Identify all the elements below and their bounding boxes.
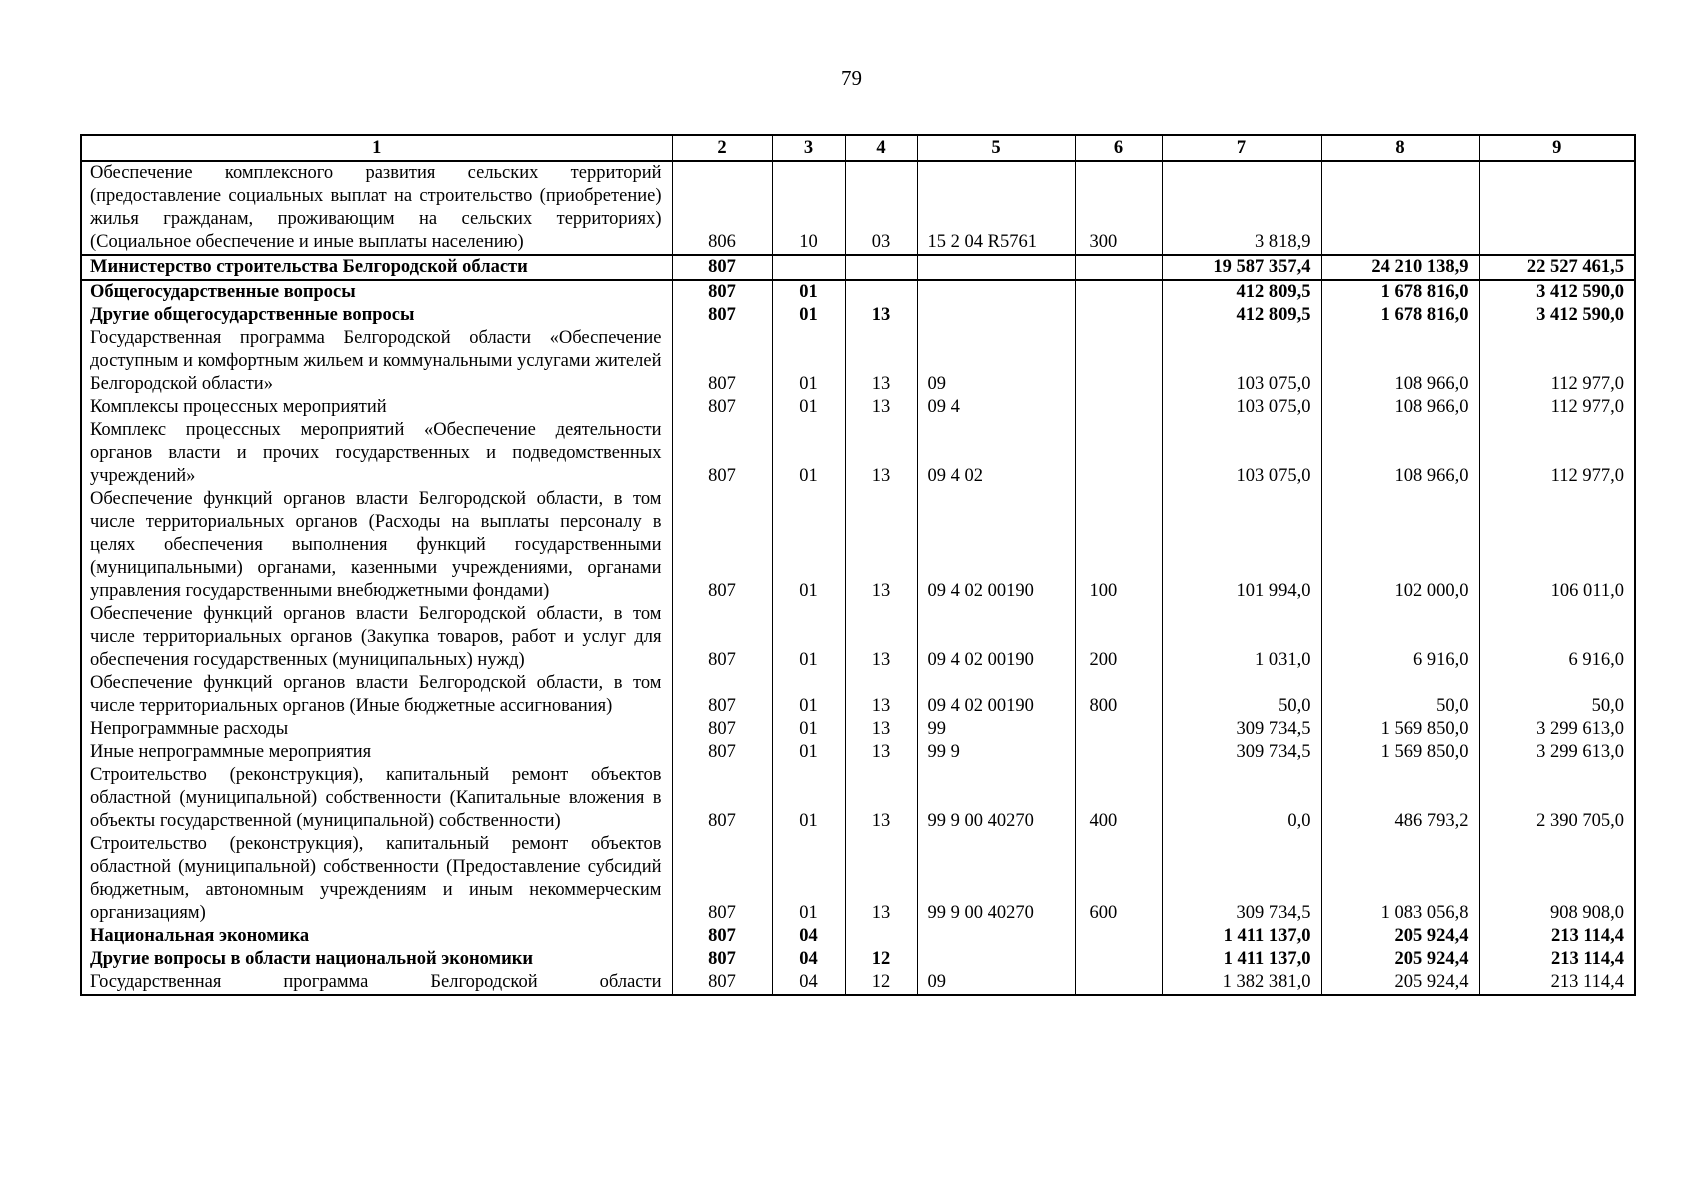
- row-name-cell: Обеспечение функций органов власти Белгородской области, в том числе территориальных органов (Расходы на выплаты персоналу в целях обеспечения выполнения функций государственными (муниципальными) органами, казенными учреждениями, органами управления государственными внебюджетными фондами): [81, 488, 672, 603]
- row-code-cell: 807: [672, 419, 772, 488]
- row-value-col9-cell: 112 977,0: [1479, 396, 1635, 419]
- row-expense-type-cell: [1075, 327, 1162, 396]
- row-subsection-cell: 13: [845, 833, 917, 925]
- row-value-col7-cell: 412 809,5: [1162, 280, 1321, 304]
- row-target-article-cell: 09 4: [917, 396, 1075, 419]
- row-subsection-cell: 13: [845, 327, 917, 396]
- row-name-cell: Строительство (реконструкция), капитальный ремонт объектов областной (муниципальной) собственности (Капитальные вложения в объекты государственной (муниципальной) собственности): [81, 764, 672, 833]
- row-target-article-cell: [917, 925, 1075, 948]
- row-expense-type-cell: 800: [1075, 672, 1162, 718]
- row-target-article-cell: 09 4 02 00190: [917, 603, 1075, 672]
- row-expense-type-cell: [1075, 971, 1162, 995]
- row-value-col8-cell: 6 916,0: [1321, 603, 1479, 672]
- row-subsection-cell: [845, 255, 917, 280]
- row-name-cell: Комплекс процессных мероприятий «Обеспечение деятельности органов власти и прочих государственных и подведомственных учреждений»: [81, 419, 672, 488]
- row-name-cell: Обеспечение функций органов власти Белгородской области, в том числе территориальных органов (Иные бюджетные ассигнования): [81, 672, 672, 718]
- row-name-cell: Непрограммные расходы: [81, 718, 672, 741]
- row-subsection-cell: 13: [845, 672, 917, 718]
- row-value-col7-cell: 3 818,9: [1162, 161, 1321, 255]
- row-code-cell: 807: [672, 764, 772, 833]
- table-row: [81, 396, 1635, 419]
- row-name-cell: Обеспечение функций органов власти Белгородской области, в том числе территориальных органов (Закупка товаров, работ и услуг для обеспечения государственных (муниципальных) нужд): [81, 603, 672, 672]
- row-code-cell: 807: [672, 488, 772, 603]
- row-value-col7-cell: 103 075,0: [1162, 327, 1321, 396]
- row-value-col8-cell: 205 924,4: [1321, 948, 1479, 971]
- row-section-cell: 04: [772, 971, 845, 995]
- row-target-article-cell: 99 9: [917, 741, 1075, 764]
- row-name-cell: Обеспечение комплексного развития сельских территорий (предоставление социальных выплат на строительство (приобретение) жилья гражданам, проживающим на сельских территориях) (Социальное обеспечение и иные выплаты населению): [81, 161, 672, 255]
- row-target-article-cell: 99: [917, 718, 1075, 741]
- row-expense-type-cell: [1075, 419, 1162, 488]
- header-col-3: 3: [772, 135, 845, 161]
- row-code-cell: 807: [672, 672, 772, 718]
- row-target-article-cell: 09 4 02 00190: [917, 488, 1075, 603]
- row-value-col9-cell: 3 412 590,0: [1479, 280, 1635, 304]
- row-code-cell: 807: [672, 603, 772, 672]
- row-target-article-cell: 09 4 02 00190: [917, 672, 1075, 718]
- table-row: [81, 419, 1635, 488]
- row-expense-type-cell: 100: [1075, 488, 1162, 603]
- row-section-cell: 01: [772, 718, 845, 741]
- row-value-col8-cell: 1 678 816,0: [1321, 304, 1479, 327]
- row-value-col8-cell: 108 966,0: [1321, 419, 1479, 488]
- row-value-col9-cell: 213 114,4: [1479, 971, 1635, 995]
- row-value-col8-cell: [1321, 161, 1479, 255]
- table-row: [81, 971, 1635, 995]
- table-row: [81, 764, 1635, 833]
- row-name-cell: Строительство (реконструкция), капитальный ремонт объектов областной (муниципальной) собственности (Предоставление субсидий бюджетным, автономным учреждениям и иным некоммерческим организациям): [81, 833, 672, 925]
- row-code-cell: 806: [672, 161, 772, 255]
- row-expense-type-cell: [1075, 396, 1162, 419]
- row-value-col9-cell: 213 114,4: [1479, 948, 1635, 971]
- header-col-7: 7: [1162, 135, 1321, 161]
- header-col-6: 6: [1075, 135, 1162, 161]
- table-row: [81, 672, 1635, 718]
- row-value-col7-cell: 103 075,0: [1162, 419, 1321, 488]
- row-section-cell: 01: [772, 764, 845, 833]
- row-section-cell: 04: [772, 948, 845, 971]
- row-expense-type-cell: [1075, 718, 1162, 741]
- row-subsection-cell: 03: [845, 161, 917, 255]
- row-value-col8-cell: 102 000,0: [1321, 488, 1479, 603]
- table-row: [81, 488, 1635, 603]
- row-subsection-cell: [845, 280, 917, 304]
- row-value-col7-cell: 19 587 357,4: [1162, 255, 1321, 280]
- table-header: [81, 135, 1635, 161]
- row-target-article-cell: 09 4 02: [917, 419, 1075, 488]
- row-subsection-cell: [845, 925, 917, 948]
- row-subsection-cell: 13: [845, 718, 917, 741]
- row-value-col8-cell: 205 924,4: [1321, 925, 1479, 948]
- row-code-cell: 807: [672, 304, 772, 327]
- table-row: [81, 948, 1635, 971]
- row-target-article-cell: 15 2 04 R5761: [917, 161, 1075, 255]
- row-name-cell: Министерство строительства Белгородской области: [81, 255, 672, 280]
- row-code-cell: 807: [672, 280, 772, 304]
- row-code-cell: 807: [672, 396, 772, 419]
- row-name-cell: Национальная экономика: [81, 925, 672, 948]
- row-target-article-cell: 09: [917, 327, 1075, 396]
- table-row: [81, 603, 1635, 672]
- row-name-cell: Общегосударственные вопросы: [81, 280, 672, 304]
- row-code-cell: 807: [672, 948, 772, 971]
- row-value-col9-cell: 2 390 705,0: [1479, 764, 1635, 833]
- row-name-cell: Государственная программа Белгородской области «Обеспечение доступным и комфортным жильем и коммунальными услугами жителей Белгородской области»: [81, 327, 672, 396]
- row-value-col7-cell: 309 734,5: [1162, 741, 1321, 764]
- row-value-col7-cell: 412 809,5: [1162, 304, 1321, 327]
- row-value-col7-cell: 50,0: [1162, 672, 1321, 718]
- row-code-cell: 807: [672, 971, 772, 995]
- header-col-8: 8: [1321, 135, 1479, 161]
- row-section-cell: 01: [772, 672, 845, 718]
- row-target-article-cell: 99 9 00 40270: [917, 764, 1075, 833]
- page-number: 79: [841, 66, 862, 90]
- row-expense-type-cell: 600: [1075, 833, 1162, 925]
- row-subsection-cell: 13: [845, 488, 917, 603]
- row-value-col8-cell: 205 924,4: [1321, 971, 1479, 995]
- row-section-cell: 01: [772, 419, 845, 488]
- row-target-article-cell: 09: [917, 971, 1075, 995]
- row-section-cell: 01: [772, 327, 845, 396]
- row-name-cell: Другие вопросы в области национальной экономики: [81, 948, 672, 971]
- row-section-cell: 01: [772, 833, 845, 925]
- row-subsection-cell: 13: [845, 741, 917, 764]
- row-value-col9-cell: [1479, 161, 1635, 255]
- row-value-col7-cell: 1 411 137,0: [1162, 948, 1321, 971]
- header-col-2: 2: [672, 135, 772, 161]
- row-subsection-cell: 13: [845, 603, 917, 672]
- row-target-article-cell: [917, 280, 1075, 304]
- row-value-col8-cell: 486 793,2: [1321, 764, 1479, 833]
- row-value-col9-cell: 213 114,4: [1479, 925, 1635, 948]
- row-value-col9-cell: 106 011,0: [1479, 488, 1635, 603]
- row-expense-type-cell: 400: [1075, 764, 1162, 833]
- table-row: [81, 741, 1635, 764]
- table-body: [81, 161, 1635, 995]
- row-expense-type-cell: 300: [1075, 161, 1162, 255]
- row-value-col8-cell: 1 569 850,0: [1321, 741, 1479, 764]
- row-value-col7-cell: 1 411 137,0: [1162, 925, 1321, 948]
- budget-table: [80, 134, 1636, 996]
- row-section-cell: 01: [772, 304, 845, 327]
- row-name-cell: Комплексы процессных мероприятий: [81, 396, 672, 419]
- row-value-col8-cell: 1 083 056,8: [1321, 833, 1479, 925]
- row-section-cell: 01: [772, 396, 845, 419]
- table-row: [81, 833, 1635, 925]
- row-value-col9-cell: 3 299 613,0: [1479, 718, 1635, 741]
- row-value-col7-cell: 101 994,0: [1162, 488, 1321, 603]
- table-row: [81, 304, 1635, 327]
- row-subsection-cell: 13: [845, 419, 917, 488]
- row-value-col8-cell: 108 966,0: [1321, 396, 1479, 419]
- row-subsection-cell: 12: [845, 948, 917, 971]
- header-col-4: 4: [845, 135, 917, 161]
- row-section-cell: 01: [772, 488, 845, 603]
- row-value-col7-cell: 1 382 381,0: [1162, 971, 1321, 995]
- row-target-article-cell: 99 9 00 40270: [917, 833, 1075, 925]
- row-name-cell: Иные непрограммные мероприятия: [81, 741, 672, 764]
- row-value-col9-cell: 3 299 613,0: [1479, 741, 1635, 764]
- row-value-col8-cell: 50,0: [1321, 672, 1479, 718]
- row-name-cell: Другие общегосударственные вопросы: [81, 304, 672, 327]
- row-target-article-cell: [917, 255, 1075, 280]
- row-value-col9-cell: 908 908,0: [1479, 833, 1635, 925]
- row-value-col7-cell: 1 031,0: [1162, 603, 1321, 672]
- row-subsection-cell: 13: [845, 304, 917, 327]
- row-value-col9-cell: 3 412 590,0: [1479, 304, 1635, 327]
- row-value-col7-cell: 309 734,5: [1162, 718, 1321, 741]
- table-row: [81, 280, 1635, 304]
- header-col-9: 9: [1479, 135, 1635, 161]
- row-subsection-cell: 12: [845, 971, 917, 995]
- table-row: [81, 327, 1635, 396]
- row-code-cell: 807: [672, 833, 772, 925]
- row-section-cell: 01: [772, 280, 845, 304]
- header-col-5: 5: [917, 135, 1075, 161]
- row-expense-type-cell: [1075, 925, 1162, 948]
- row-value-col8-cell: 1 678 816,0: [1321, 280, 1479, 304]
- table-row: [81, 161, 1635, 255]
- row-value-col9-cell: 112 977,0: [1479, 419, 1635, 488]
- row-subsection-cell: 13: [845, 764, 917, 833]
- row-value-col9-cell: 50,0: [1479, 672, 1635, 718]
- table-row: [81, 718, 1635, 741]
- header-col-1: 1: [81, 135, 672, 161]
- row-subsection-cell: 13: [845, 396, 917, 419]
- row-name-cell: Государственная программа Белгородской области: [81, 971, 672, 995]
- row-value-col9-cell: 112 977,0: [1479, 327, 1635, 396]
- row-value-col8-cell: 24 210 138,9: [1321, 255, 1479, 280]
- table-row: [81, 255, 1635, 280]
- row-expense-type-cell: [1075, 304, 1162, 327]
- row-section-cell: 01: [772, 603, 845, 672]
- row-code-cell: 807: [672, 925, 772, 948]
- row-value-col7-cell: 309 734,5: [1162, 833, 1321, 925]
- row-code-cell: 807: [672, 741, 772, 764]
- header-row: [81, 135, 1635, 161]
- row-expense-type-cell: [1075, 741, 1162, 764]
- row-section-cell: 04: [772, 925, 845, 948]
- row-expense-type-cell: [1075, 280, 1162, 304]
- row-code-cell: 807: [672, 255, 772, 280]
- row-expense-type-cell: [1075, 948, 1162, 971]
- row-value-col9-cell: 6 916,0: [1479, 603, 1635, 672]
- row-section-cell: 10: [772, 161, 845, 255]
- row-value-col7-cell: 0,0: [1162, 764, 1321, 833]
- row-target-article-cell: [917, 948, 1075, 971]
- table-row: [81, 925, 1635, 948]
- row-value-col8-cell: 1 569 850,0: [1321, 718, 1479, 741]
- row-value-col9-cell: 22 527 461,5: [1479, 255, 1635, 280]
- row-value-col7-cell: 103 075,0: [1162, 396, 1321, 419]
- row-expense-type-cell: [1075, 255, 1162, 280]
- row-value-col8-cell: 108 966,0: [1321, 327, 1479, 396]
- row-code-cell: 807: [672, 718, 772, 741]
- row-section-cell: [772, 255, 845, 280]
- row-section-cell: 01: [772, 741, 845, 764]
- row-target-article-cell: [917, 304, 1075, 327]
- row-expense-type-cell: 200: [1075, 603, 1162, 672]
- row-code-cell: 807: [672, 327, 772, 396]
